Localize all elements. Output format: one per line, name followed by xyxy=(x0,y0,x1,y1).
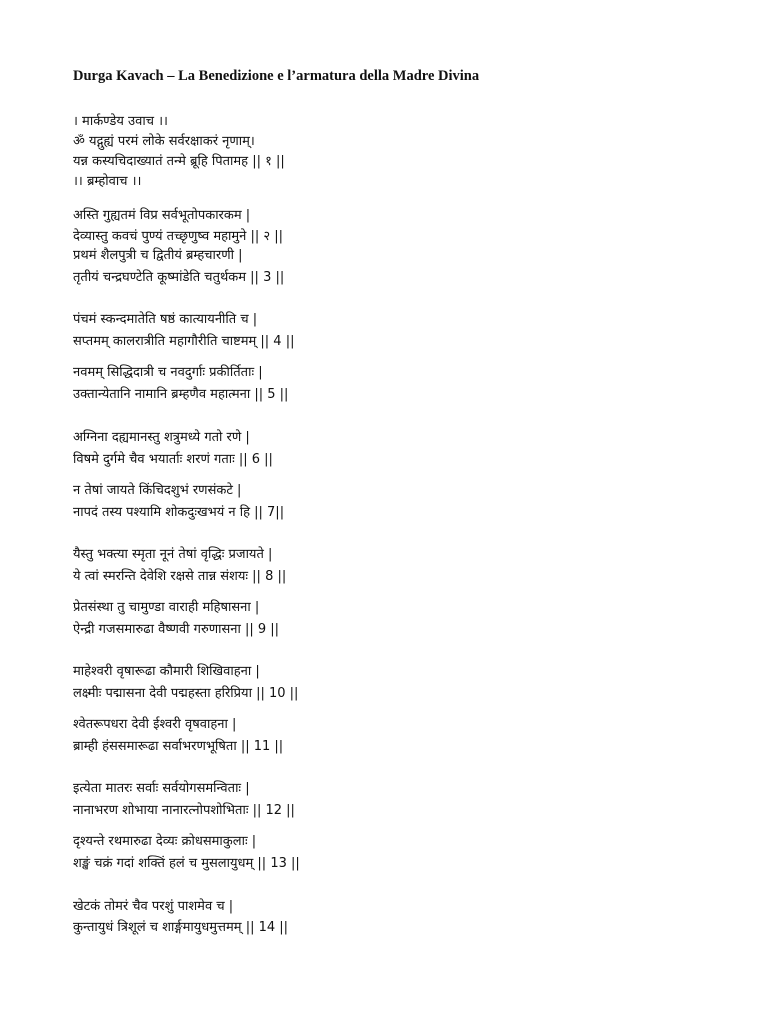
verse-line: उक्तान्येतानि नामानि ब्रम्हणैव महात्मना || 5 || xyxy=(73,387,289,402)
verse-line: इत्येता मातरः सर्वाः सर्वयोगसमन्विताः | xyxy=(73,781,250,796)
verse-line: सप्तमम् कालरात्रीति महागौरीति चाष्टमम् || 4 || xyxy=(73,334,295,349)
verse-line: अग्निना दह्यमानस्तु शत्रुमध्ये गतो रणे | xyxy=(73,430,250,445)
verse-line: यन्न कस्यचिदाख्यातं तन्मे ब्रूहि पितामह || १ || xyxy=(73,154,285,169)
verse-line: दृश्यन्ते रथमारुढा देव्यः क्रोधसमाकुलाः | xyxy=(73,834,257,849)
verse-line: नवमम् सिद्धिदात्री च नवदुर्गाः प्रकीर्तिताः | xyxy=(73,365,263,380)
verse-line: देव्यास्तु कवचं पुण्यं तच्छृणुष्व महामुने || २ || xyxy=(73,229,284,244)
verse-line: विषमे दुर्गमे चैव भयार्ताः शरणं गताः || 6 || xyxy=(73,452,273,467)
verse-line: नापदं तस्य पश्यामि शोकदुःखभयं न हि || 7|| xyxy=(73,505,285,520)
verse-line: लक्ष्मीः पद्मासना देवी पद्महस्ता हरिप्रिया || 10 || xyxy=(73,686,299,701)
verse-line: ॐ यद्गुह्यं परमं लोके सर्वरक्षाकरं नृणाम्। xyxy=(73,134,255,149)
verse-line: प्रेतसंस्था तु चामुण्डा वाराही महिषासना | xyxy=(73,600,260,615)
verse-line: शङ्खं चक्रं गदां शक्तिं हलं च मुसलायुधम् || 13 || xyxy=(73,856,300,871)
verse-line: ।। ब्रम्होवाच ।। xyxy=(73,174,142,189)
verse-line: श्वेतरूपधरा देवी ईश्वरी वृषवाहना | xyxy=(73,717,237,732)
verse-line: कुन्तायुधं त्रिशूलं च शार्ङ्गमायुधमुत्तमम् || 14 || xyxy=(73,920,289,935)
verse-line: ये त्वां स्मरन्ति देवेशि रक्षसे तान्न संशयः || 8 || xyxy=(73,569,287,584)
verse-line: माहेश्वरी वृषारूढा कौमारी शिखिवाहना | xyxy=(73,664,260,679)
verse-line: नानाभरण शोभाया नानारत्नोपशोभिताः || 12 || xyxy=(73,803,295,818)
verse-line: ब्राम्ही हंससमारूढा सर्वाभरणभूषिता || 11 || xyxy=(73,739,284,754)
verse-line: खेटकं तोमरं चैव परशुं पाशमेव च | xyxy=(73,899,234,914)
verse-line: प्रथमं शैलपुत्री च द्वितीयं ब्रम्हचारणी | xyxy=(73,248,243,263)
document-title: Durga Kavach – La Benedizione e l’armatura della Madre Divina xyxy=(73,68,480,84)
verse-line: ऐन्द्री गजसमारुढा वैष्णवी गरुणासना || 9 || xyxy=(73,622,280,637)
verse-line: न तेषां जायते किंचिदशुभं रणसंकटे | xyxy=(73,483,242,498)
verse-line: । मार्कण्डेय उवाच ।। xyxy=(73,114,168,129)
verse-line: तृतीयं चन्द्रघण्टेति कूष्मांडेति चतुर्थकम || 3 || xyxy=(73,270,285,285)
verse-line: यैस्तु भक्त्या स्मृता नूनं तेषां वृद्धिः प्रजायते | xyxy=(73,547,273,562)
verse-line: पंचमं स्कन्दमातेति षष्ठं कात्यायनीति च | xyxy=(73,312,258,327)
verse-line: अस्ति गुह्यतमं विप्र सर्वभूतोपकारकम | xyxy=(73,208,251,223)
